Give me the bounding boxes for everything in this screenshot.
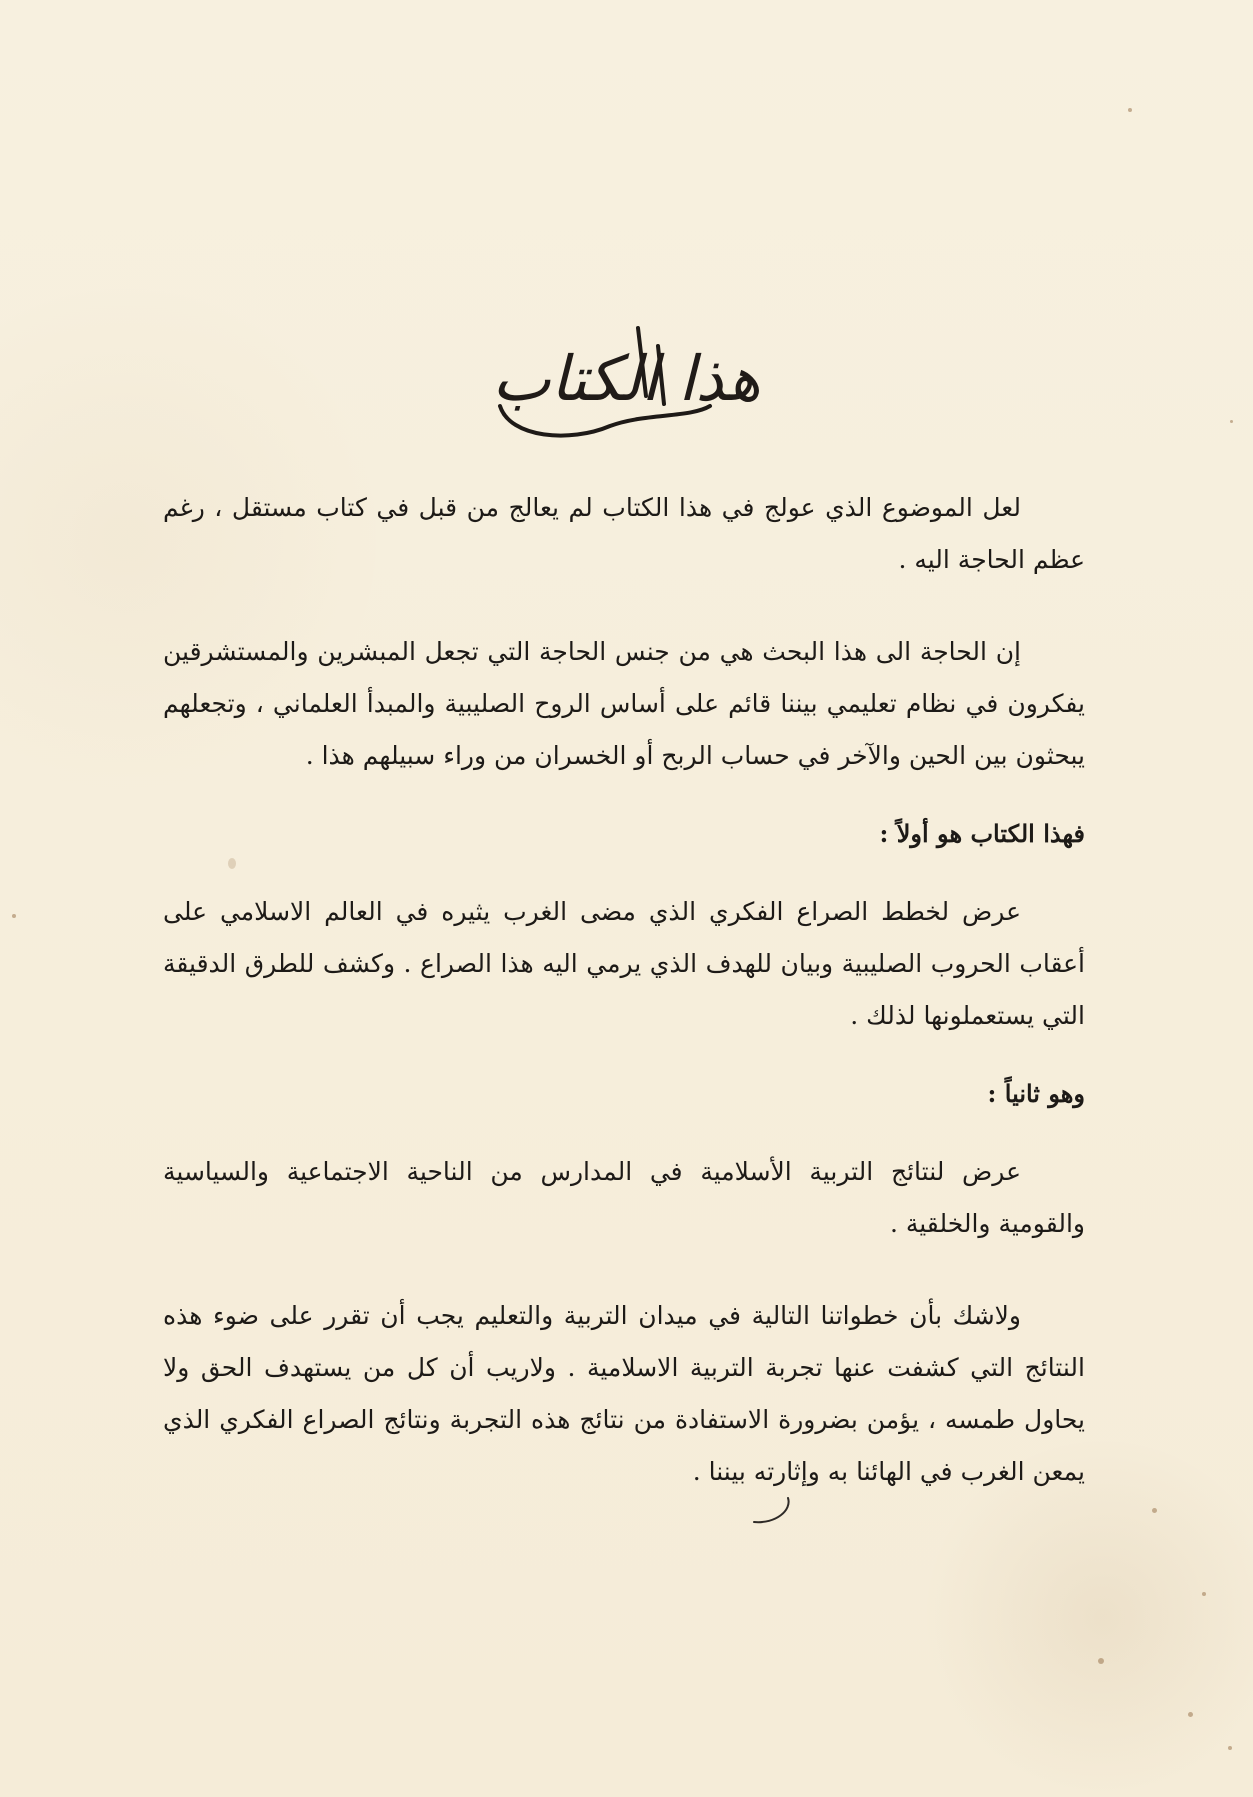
paper-speck — [1202, 1592, 1206, 1596]
section-heading-second: وهو ثانياً : — [987, 1079, 1085, 1108]
page-title: هذا الكتاب — [492, 342, 761, 415]
paper-speck — [1152, 1508, 1157, 1513]
pencil-mark-icon — [748, 1494, 794, 1528]
paper-speck — [1098, 1658, 1104, 1664]
paper-speck — [12, 914, 16, 918]
paper-speck — [1128, 108, 1132, 112]
paragraph-3: عرض لخطط الصراع الفكري الذي مضى الغرب يثيره في العالم الاسلامي على أعقاب الحروب الصليبية وبيان للهدف الذي يرمي اليه هذا الصراع . وكشف للطرق الدقيقة التي يستعملونها لذلك . — [163, 897, 1085, 1030]
paragraph-1: لعل الموضوع الذي عولج في هذا الكتاب لم يعالج من قبل في كتاب مستقل ، رغم عظم الحاجة اليه . — [163, 493, 1085, 574]
section-heading-first: فهذا الكتاب هو أولاً : — [879, 819, 1085, 848]
paper-speck — [1188, 1712, 1193, 1717]
page-title-block — [0, 318, 1253, 458]
body-text — [163, 482, 1085, 1498]
paragraph-4: عرض لنتائج التربية الأسلامية في المدارس من الناحية الاجتماعية والسياسية والقومية والخلقية . — [163, 1157, 1085, 1238]
paragraph-5: ولاشك بأن خطواتنا التالية في ميدان التربية والتعليم يجب أن تقرر على ضوء هذه النتائج التي كشفت عنها تجربة التربية الاسلامية . ولاريب أن كل من يستهدف الحق ولا يحاول طمسه ، يؤمن بضرورة الاستفادة من نتائج هذه التجربة ونتائج الصراع الفكري الذي يمعن الغرب في الهائنا به وإثارته بيننا . — [163, 1301, 1085, 1486]
paper-speck — [1228, 1746, 1232, 1750]
paragraph-2: إن الحاجة الى هذا البحث هي من جنس الحاجة التي تجعل المبشرين والمستشرقين يفكرون في نظام تعليمي بيننا قائم على أساس الروح الصليبية والمبدأ العلماني ، وتجعلهم يبحثون بين الحين والآخر في حساب الربح أو الخسران من وراء سبيلهم هذا . — [163, 637, 1085, 770]
